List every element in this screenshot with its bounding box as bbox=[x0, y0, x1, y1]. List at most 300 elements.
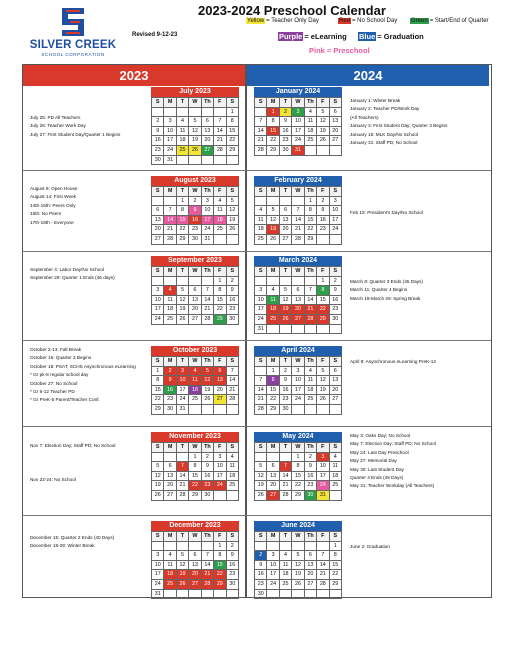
day-cell: 24 bbox=[152, 314, 164, 324]
day-cell: 14 bbox=[226, 376, 238, 386]
day-cell: 20 bbox=[304, 570, 316, 580]
month-grid bbox=[151, 97, 239, 165]
notes-september bbox=[30, 266, 148, 283]
weekday-header: M bbox=[164, 443, 176, 453]
day-cell: 6 bbox=[189, 286, 201, 296]
day-cell: 16 bbox=[279, 126, 291, 136]
day-cell: 26 bbox=[317, 136, 329, 146]
calendar-october-2023 bbox=[151, 346, 239, 415]
note-line bbox=[30, 450, 148, 458]
day-cell: 23 bbox=[226, 305, 238, 315]
day-cell: 26 bbox=[226, 225, 238, 235]
week-row bbox=[152, 385, 239, 395]
day-cell: 29 bbox=[292, 490, 304, 500]
legend-blue-text: = Graduation bbox=[377, 32, 424, 41]
week-row bbox=[255, 215, 342, 225]
week-row bbox=[255, 234, 342, 244]
day-cell: 18 bbox=[304, 126, 316, 136]
weekday-header: F bbox=[317, 98, 329, 108]
day-cell bbox=[304, 276, 316, 286]
note-line: January 3: First Student Day; Quarter 3 Begins bbox=[350, 123, 448, 129]
month-title: April 2024 bbox=[254, 346, 342, 356]
day-cell: 9 bbox=[226, 551, 238, 561]
weekday-header: F bbox=[214, 357, 226, 367]
day-cell bbox=[279, 276, 291, 286]
weekday-header: F bbox=[214, 443, 226, 453]
note-line: * Gr pk-8 regular school day bbox=[30, 372, 89, 378]
day-cell: 2 bbox=[279, 107, 291, 117]
day-cell: 4 bbox=[176, 117, 188, 127]
day-cell bbox=[214, 589, 226, 599]
legend-red-swatch: Red bbox=[339, 18, 351, 24]
day-cell: 1 bbox=[176, 196, 188, 206]
day-cell: 12 bbox=[255, 471, 267, 481]
weekday-header: Th bbox=[201, 98, 213, 108]
week-row bbox=[255, 366, 342, 376]
day-cell: 11 bbox=[279, 560, 291, 570]
day-cell: 15 bbox=[267, 385, 279, 395]
day-cell: 20 bbox=[152, 225, 164, 235]
day-cell: 3 bbox=[201, 196, 213, 206]
day-cell: 15 bbox=[292, 471, 304, 481]
legend-green-swatch: Green bbox=[411, 18, 428, 24]
day-cell bbox=[201, 155, 213, 165]
day-cell bbox=[329, 490, 341, 500]
day-cell: 13 bbox=[329, 376, 341, 386]
weekday-header: S bbox=[255, 357, 267, 367]
day-cell bbox=[201, 107, 213, 117]
day-cell: 29 bbox=[214, 314, 226, 324]
day-cell: 5 bbox=[317, 107, 329, 117]
day-cell: 16 bbox=[279, 385, 291, 395]
day-cell: 3 bbox=[152, 286, 164, 296]
week-row bbox=[255, 471, 342, 481]
weekday-header: S bbox=[329, 532, 341, 542]
day-cell: 17 bbox=[255, 305, 267, 315]
day-cell: 10 bbox=[255, 295, 267, 305]
day-cell bbox=[279, 452, 291, 462]
weekday-header: S bbox=[152, 357, 164, 367]
day-cell: 29 bbox=[226, 145, 238, 155]
weekday-header: Th bbox=[304, 98, 316, 108]
note-line: October 2-13: Fall Break bbox=[30, 347, 82, 352]
day-cell bbox=[329, 324, 341, 334]
day-cell: 21 bbox=[164, 225, 176, 235]
day-cell: 18 bbox=[304, 385, 316, 395]
day-cell: 14 bbox=[292, 215, 304, 225]
note-line: July 26: Teacher Work Day bbox=[30, 123, 86, 129]
weekday-header: T bbox=[176, 357, 188, 367]
weekday-header: Th bbox=[201, 267, 213, 277]
day-cell: 7 bbox=[317, 551, 329, 561]
day-cell: 4 bbox=[304, 366, 316, 376]
weekday-header: S bbox=[255, 532, 267, 542]
day-cell: 9 bbox=[329, 286, 341, 296]
legend-no-school bbox=[338, 18, 397, 24]
day-cell bbox=[279, 589, 291, 599]
day-cell: 1 bbox=[189, 452, 201, 462]
month-grid bbox=[254, 356, 342, 415]
day-cell: 10 bbox=[317, 462, 329, 472]
day-cell: 2 bbox=[226, 276, 238, 286]
day-cell: 25 bbox=[279, 579, 291, 589]
day-cell: 13 bbox=[152, 215, 164, 225]
day-cell: 27 bbox=[329, 395, 341, 405]
day-cell: 8 bbox=[267, 117, 279, 127]
day-cell: 28 bbox=[214, 145, 226, 155]
day-cell: 28 bbox=[176, 490, 188, 500]
day-cell bbox=[304, 541, 316, 551]
weekday-header: S bbox=[152, 98, 164, 108]
weekday-header: M bbox=[267, 357, 279, 367]
note-line: March 18-March 29: Spring Break bbox=[350, 295, 421, 301]
day-cell: 29 bbox=[214, 579, 226, 589]
month-grid bbox=[254, 442, 342, 501]
weekday-header: F bbox=[317, 443, 329, 453]
day-cell: 30 bbox=[226, 314, 238, 324]
day-cell bbox=[164, 276, 176, 286]
week-row bbox=[152, 196, 239, 206]
week-row bbox=[255, 276, 342, 286]
weekday-header: M bbox=[164, 267, 176, 277]
weekday-header: M bbox=[267, 532, 279, 542]
week-row bbox=[255, 126, 342, 136]
day-cell bbox=[164, 196, 176, 206]
day-cell bbox=[279, 324, 291, 334]
day-cell bbox=[176, 589, 188, 599]
day-cell bbox=[292, 196, 304, 206]
day-cell: 14 bbox=[304, 295, 316, 305]
weekday-header: W bbox=[292, 98, 304, 108]
weekday-header: F bbox=[214, 187, 226, 197]
day-cell: 2 bbox=[317, 196, 329, 206]
day-cell: 18 bbox=[189, 385, 201, 395]
week-row bbox=[152, 117, 239, 127]
day-cell: 12 bbox=[201, 376, 213, 386]
weekday-header: S bbox=[152, 267, 164, 277]
day-cell bbox=[317, 324, 329, 334]
weekday-header: F bbox=[317, 532, 329, 542]
day-cell: 14 bbox=[317, 560, 329, 570]
day-cell: 5 bbox=[176, 551, 188, 561]
week-row bbox=[255, 305, 342, 315]
day-cell: 2 bbox=[255, 551, 267, 561]
note-line bbox=[30, 459, 148, 467]
day-cell: 24 bbox=[317, 481, 329, 491]
day-cell: 15 bbox=[214, 560, 226, 570]
weekday-header: T bbox=[176, 532, 188, 542]
weekday-header: F bbox=[317, 267, 329, 277]
day-cell bbox=[164, 541, 176, 551]
weekday-header: M bbox=[267, 98, 279, 108]
day-cell: 30 bbox=[329, 314, 341, 324]
day-cell: 1 bbox=[214, 541, 226, 551]
calendar-november-2023 bbox=[151, 432, 239, 501]
day-cell bbox=[267, 196, 279, 206]
day-cell bbox=[152, 541, 164, 551]
week-row bbox=[152, 366, 239, 376]
weekday-header: F bbox=[214, 267, 226, 277]
day-cell: 23 bbox=[304, 481, 316, 491]
day-cell: 2 bbox=[164, 366, 176, 376]
day-cell: 26 bbox=[189, 145, 201, 155]
day-cell: 9 bbox=[201, 462, 213, 472]
day-cell: 14 bbox=[201, 295, 213, 305]
weekday-header: S bbox=[329, 443, 341, 453]
day-cell: 10 bbox=[292, 376, 304, 386]
day-cell: 23 bbox=[164, 395, 176, 405]
week-row bbox=[255, 551, 342, 561]
day-cell: 4 bbox=[164, 551, 176, 561]
day-cell: 26 bbox=[176, 314, 188, 324]
day-cell bbox=[329, 145, 341, 155]
day-cell: 27 bbox=[279, 234, 291, 244]
day-cell bbox=[292, 541, 304, 551]
legend-start-end-quarter bbox=[410, 18, 489, 24]
week-row bbox=[152, 155, 239, 165]
day-cell bbox=[304, 145, 316, 155]
day-cell bbox=[164, 589, 176, 599]
row-divider bbox=[22, 426, 491, 427]
weekday-header: Th bbox=[304, 532, 316, 542]
weekday-header: S bbox=[329, 267, 341, 277]
note-line: January 2: Teacher PD/Work Day bbox=[350, 106, 420, 112]
day-cell: 8 bbox=[267, 376, 279, 386]
month-title: May 2024 bbox=[254, 432, 342, 442]
day-cell: 22 bbox=[267, 136, 279, 146]
day-cell bbox=[304, 404, 316, 414]
note-line bbox=[30, 467, 148, 475]
day-cell: 22 bbox=[189, 481, 201, 491]
day-cell: 12 bbox=[317, 117, 329, 127]
day-cell: 31 bbox=[176, 404, 188, 414]
day-cell: 28 bbox=[292, 234, 304, 244]
day-cell bbox=[317, 145, 329, 155]
day-cell bbox=[267, 452, 279, 462]
day-cell: 8 bbox=[214, 551, 226, 561]
month-title: February 2024 bbox=[254, 176, 342, 186]
day-cell: 27 bbox=[292, 314, 304, 324]
weekday-header: S bbox=[152, 532, 164, 542]
day-cell: 1 bbox=[292, 452, 304, 462]
week-row bbox=[152, 490, 239, 500]
logo-s-emblem-icon bbox=[58, 6, 88, 38]
day-cell: 21 bbox=[226, 385, 238, 395]
day-cell: 8 bbox=[214, 286, 226, 296]
day-cell bbox=[279, 541, 291, 551]
day-cell bbox=[255, 366, 267, 376]
week-row bbox=[255, 560, 342, 570]
notes-january bbox=[350, 97, 468, 147]
day-cell: 21 bbox=[201, 305, 213, 315]
note-line: October 18: PSAT, SCHS Asynchronous eLearning bbox=[30, 363, 136, 369]
week-row bbox=[152, 276, 239, 286]
day-cell: 4 bbox=[329, 452, 341, 462]
weekday-header: Th bbox=[304, 357, 316, 367]
day-cell bbox=[255, 107, 267, 117]
day-cell bbox=[267, 276, 279, 286]
day-cell: 21 bbox=[214, 136, 226, 146]
day-cell: 25 bbox=[304, 395, 316, 405]
day-cell: 31 bbox=[201, 234, 213, 244]
day-cell bbox=[164, 452, 176, 462]
week-row bbox=[152, 206, 239, 216]
day-cell bbox=[255, 452, 267, 462]
week-row bbox=[255, 385, 342, 395]
day-cell: 10 bbox=[152, 295, 164, 305]
week-row bbox=[152, 481, 239, 491]
day-cell: 26 bbox=[152, 490, 164, 500]
calendar-december-2023 bbox=[151, 521, 239, 599]
day-cell: 16 bbox=[317, 215, 329, 225]
day-cell: 3 bbox=[176, 366, 188, 376]
day-cell: 9 bbox=[226, 286, 238, 296]
day-cell bbox=[255, 196, 267, 206]
legend-purple-swatch: Purple bbox=[279, 32, 303, 41]
day-cell: 15 bbox=[226, 126, 238, 136]
week-row bbox=[152, 471, 239, 481]
note-line: August 14: First Week bbox=[30, 194, 77, 200]
day-cell: 9 bbox=[279, 117, 291, 127]
logo-name: SILVER CREEK bbox=[29, 39, 117, 51]
day-cell: 18 bbox=[255, 225, 267, 235]
day-cell: 6 bbox=[201, 117, 213, 127]
day-cell: 2 bbox=[329, 276, 341, 286]
weekday-header: W bbox=[189, 98, 201, 108]
day-cell: 8 bbox=[176, 206, 188, 216]
month-title: August 2023 bbox=[151, 176, 239, 186]
day-cell: 17 bbox=[214, 471, 226, 481]
day-cell: 13 bbox=[189, 295, 201, 305]
column-divider bbox=[245, 64, 247, 597]
week-row bbox=[152, 376, 239, 386]
month-title: July 2023 bbox=[151, 87, 239, 97]
weekday-header: S bbox=[255, 98, 267, 108]
note-line: October 16: Quarter 2 Begins bbox=[30, 355, 92, 361]
day-cell: 29 bbox=[152, 404, 164, 414]
day-cell: 15 bbox=[152, 385, 164, 395]
day-cell bbox=[255, 276, 267, 286]
day-cell: 5 bbox=[279, 286, 291, 296]
day-cell: 6 bbox=[329, 366, 341, 376]
day-cell bbox=[292, 324, 304, 334]
day-cell: 6 bbox=[189, 551, 201, 561]
day-cell: 31 bbox=[317, 490, 329, 500]
note-line: May 31: Teacher Workday (All Teachers) bbox=[350, 483, 435, 489]
month-title: January 2024 bbox=[254, 87, 342, 97]
day-cell: 14 bbox=[214, 126, 226, 136]
day-cell: 12 bbox=[226, 206, 238, 216]
weekday-header: M bbox=[164, 187, 176, 197]
day-cell bbox=[317, 404, 329, 414]
day-cell: 19 bbox=[176, 570, 188, 580]
day-cell: 7 bbox=[292, 206, 304, 216]
day-cell bbox=[292, 589, 304, 599]
day-cell: 24 bbox=[292, 395, 304, 405]
day-cell: 31 bbox=[255, 324, 267, 334]
weekday-header: S bbox=[329, 98, 341, 108]
day-cell: 12 bbox=[267, 215, 279, 225]
day-cell: 13 bbox=[164, 471, 176, 481]
notes-november bbox=[30, 442, 148, 484]
day-cell: 7 bbox=[201, 551, 213, 561]
day-cell: 19 bbox=[292, 570, 304, 580]
day-cell: 22 bbox=[329, 570, 341, 580]
day-cell: 24 bbox=[164, 145, 176, 155]
day-cell: 7 bbox=[164, 206, 176, 216]
day-cell bbox=[214, 234, 226, 244]
legend-blue-swatch: Blue bbox=[359, 32, 376, 41]
day-cell: 2 bbox=[226, 541, 238, 551]
day-cell: 8 bbox=[329, 551, 341, 561]
day-cell: 8 bbox=[317, 286, 329, 296]
note-line: May 27: Memorial Day bbox=[350, 458, 397, 464]
row-divider bbox=[22, 170, 491, 171]
day-cell: 28 bbox=[201, 579, 213, 589]
day-cell bbox=[255, 541, 267, 551]
day-cell: 15 bbox=[189, 471, 201, 481]
day-cell: 19 bbox=[176, 305, 188, 315]
week-row bbox=[152, 541, 239, 551]
legend-purple-text: = eLearning bbox=[304, 32, 347, 41]
day-cell: 12 bbox=[176, 295, 188, 305]
weekday-header: T bbox=[279, 357, 291, 367]
day-cell: 6 bbox=[164, 462, 176, 472]
day-cell bbox=[329, 234, 341, 244]
day-cell bbox=[214, 107, 226, 117]
day-cell: 16 bbox=[329, 295, 341, 305]
weekday-header: M bbox=[164, 532, 176, 542]
day-cell: 17 bbox=[329, 215, 341, 225]
weekday-header: S bbox=[152, 187, 164, 197]
week-row bbox=[255, 314, 342, 324]
day-cell: 9 bbox=[152, 126, 164, 136]
week-row bbox=[152, 395, 239, 405]
day-cell: 11 bbox=[255, 215, 267, 225]
day-cell: 3 bbox=[317, 452, 329, 462]
weekday-header: M bbox=[164, 98, 176, 108]
week-row bbox=[255, 395, 342, 405]
day-cell: 3 bbox=[292, 107, 304, 117]
note-line: April 8: Asynchronous eLearning PreK-12 bbox=[350, 359, 436, 364]
day-cell: 23 bbox=[317, 225, 329, 235]
week-row bbox=[152, 107, 239, 117]
week-row bbox=[255, 136, 342, 146]
day-cell: 27 bbox=[189, 314, 201, 324]
day-cell: 5 bbox=[152, 462, 164, 472]
day-cell bbox=[176, 155, 188, 165]
week-row bbox=[255, 225, 342, 235]
weekday-header: W bbox=[189, 267, 201, 277]
day-cell: 31 bbox=[164, 155, 176, 165]
day-cell: 13 bbox=[201, 126, 213, 136]
day-cell bbox=[267, 324, 279, 334]
day-cell: 3 bbox=[267, 551, 279, 561]
day-cell: 11 bbox=[176, 126, 188, 136]
weekday-header: M bbox=[164, 357, 176, 367]
day-cell: 1 bbox=[226, 107, 238, 117]
calendar-july-2023 bbox=[151, 87, 239, 165]
note-line: May 7: Election Day; Staff PD; No School bbox=[350, 441, 436, 447]
day-cell: 22 bbox=[317, 305, 329, 315]
day-cell: 24 bbox=[292, 136, 304, 146]
day-cell: 11 bbox=[164, 295, 176, 305]
day-cell: 17 bbox=[176, 385, 188, 395]
week-row bbox=[255, 286, 342, 296]
day-cell: 11 bbox=[189, 376, 201, 386]
note-line: May 3: Oaks Day; No School bbox=[350, 433, 411, 438]
day-cell: 1 bbox=[214, 276, 226, 286]
